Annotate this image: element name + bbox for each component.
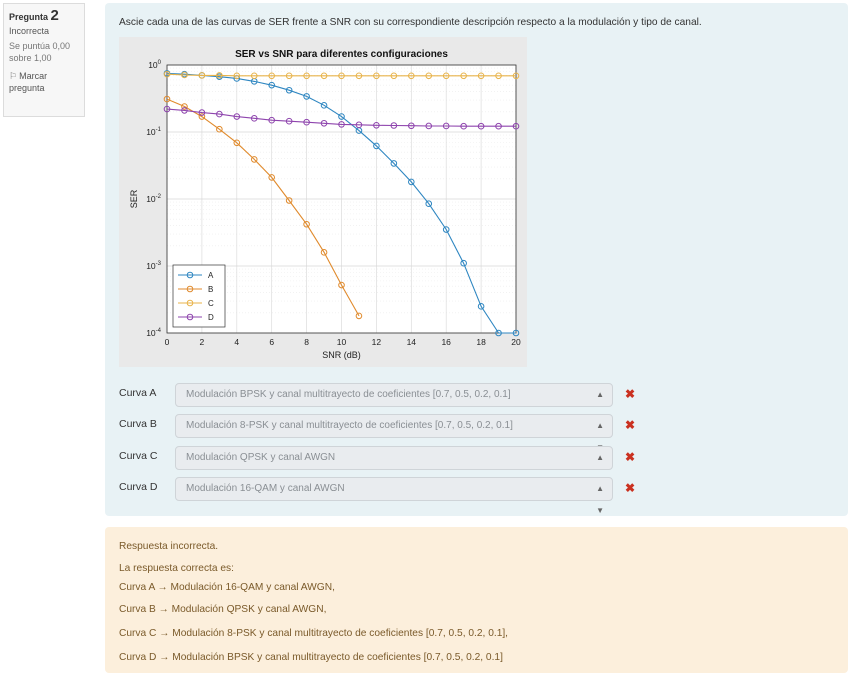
legend-box [173, 265, 225, 327]
question-state: Incorrecta [9, 26, 50, 36]
incorrect-icon: ✖ [625, 481, 636, 495]
answer-select-c[interactable] [175, 446, 613, 470]
question-number [9, 7, 79, 24]
question-grade [9, 40, 79, 64]
x-axis-label: SNR (dB) [322, 350, 361, 360]
grade-line: Se puntúa 0,00 [9, 41, 71, 51]
x-tick-label: 20 [511, 337, 521, 347]
x-tick-label: 12 [371, 337, 382, 347]
y-tick-label: $10^{-2}$ [146, 194, 161, 204]
incorrect-icon: ✖ [625, 450, 636, 464]
flag-label-2: pregunta [9, 83, 45, 93]
x-tick-label: 6 [269, 337, 275, 347]
x-tick-label: 18 [476, 337, 486, 347]
ser-chart [119, 37, 527, 367]
incorrect-icon: ✖ [625, 387, 636, 401]
answer-select-a[interactable] [175, 383, 613, 407]
feedback-line: Curva C → Modulación 8-PSK y canal multitrayecto de coeficientes [0.7, 0.5, 0.2, 0.1], [119, 628, 509, 639]
x-tick-label: 0 [164, 337, 170, 347]
x-tick-label: 14 [406, 337, 417, 347]
select-value: Modulación QPSK y canal AWGN [186, 452, 336, 463]
feedback-box [105, 527, 848, 673]
answer-row-b [119, 414, 839, 438]
y-tick-label: $10^{-3}$ [146, 261, 161, 271]
flag-label: Marcar [19, 71, 48, 81]
question-text: Ascie cada una de las curvas de SER frente a SNR con su correspondiente descripción respecto a la modulación y tipo de canal. [119, 17, 702, 28]
incorrect-icon: ✖ [625, 418, 636, 432]
select-value: Modulación 16-QAM y canal AWGN [186, 483, 345, 494]
x-tick-label: 4 [234, 337, 240, 347]
grade-line-max: sobre 1,00 [9, 53, 52, 63]
select-arrows-icon: ▲ [596, 390, 604, 399]
legend-label: C [208, 299, 214, 308]
question-info-box [3, 3, 85, 117]
x-tick-label: 8 [304, 337, 309, 347]
question-number-value: 2 [50, 7, 59, 24]
answer-label: Curva B [119, 418, 157, 430]
answer-label: Curva A [119, 387, 157, 399]
y-tick-label: $10^0$ [148, 60, 161, 70]
answer-select-d[interactable] [175, 477, 613, 515]
answer-row-a [119, 383, 839, 407]
answer-label: Curva C [119, 450, 158, 462]
feedback-line: Curva B → Modulación QPSK y canal AWGN, [119, 604, 327, 615]
y-axis-label: SER [129, 189, 139, 209]
answer-select-b[interactable] [175, 414, 613, 438]
legend-label: B [208, 285, 214, 294]
ser-chart-image [119, 37, 527, 367]
flag-icon: ⚐ [9, 71, 18, 81]
legend-label: D [208, 313, 214, 322]
select-value: Modulación 8-PSK y canal multitrayecto de coeficientes [0.7, 0.5, 0.2, 0.1] [186, 420, 513, 431]
chart-title: SER vs SNR para diferentes configuraciones [235, 49, 448, 60]
feedback-line: Curva A → Modulación 16-QAM y canal AWGN, [119, 582, 335, 593]
x-tick-label: 10 [336, 337, 347, 347]
select-arrows-icon: ▲ [596, 453, 604, 462]
flag-question-link[interactable] [9, 70, 79, 94]
question-formulation [105, 3, 848, 516]
x-tick-label: 2 [199, 337, 205, 347]
question-label: Pregunta [9, 12, 49, 22]
select-arrows-icon: ▲ ▼ [596, 484, 604, 515]
select-arrows-icon: ▲ [596, 421, 604, 430]
feedback-line: Curva D → Modulación BPSK y canal multitrayecto de coeficientes [0.7, 0.5, 0.2, 0.1] [119, 652, 503, 663]
y-tick-label: $10^{-1}$ [146, 127, 161, 137]
y-tick-label: $10^{-4}$ [146, 328, 161, 338]
answer-row-c [119, 446, 839, 470]
legend-label: A [208, 271, 214, 280]
answer-row-d [119, 477, 839, 515]
select-value: Modulación BPSK y canal multitrayecto de coeficientes [0.7, 0.5, 0.2, 0.1] [186, 389, 511, 400]
feedback-intro: La respuesta correcta es: [119, 563, 234, 574]
x-tick-label: 16 [441, 337, 451, 347]
answer-label: Curva D [119, 481, 158, 493]
feedback-status: Respuesta incorrecta. [119, 541, 219, 552]
